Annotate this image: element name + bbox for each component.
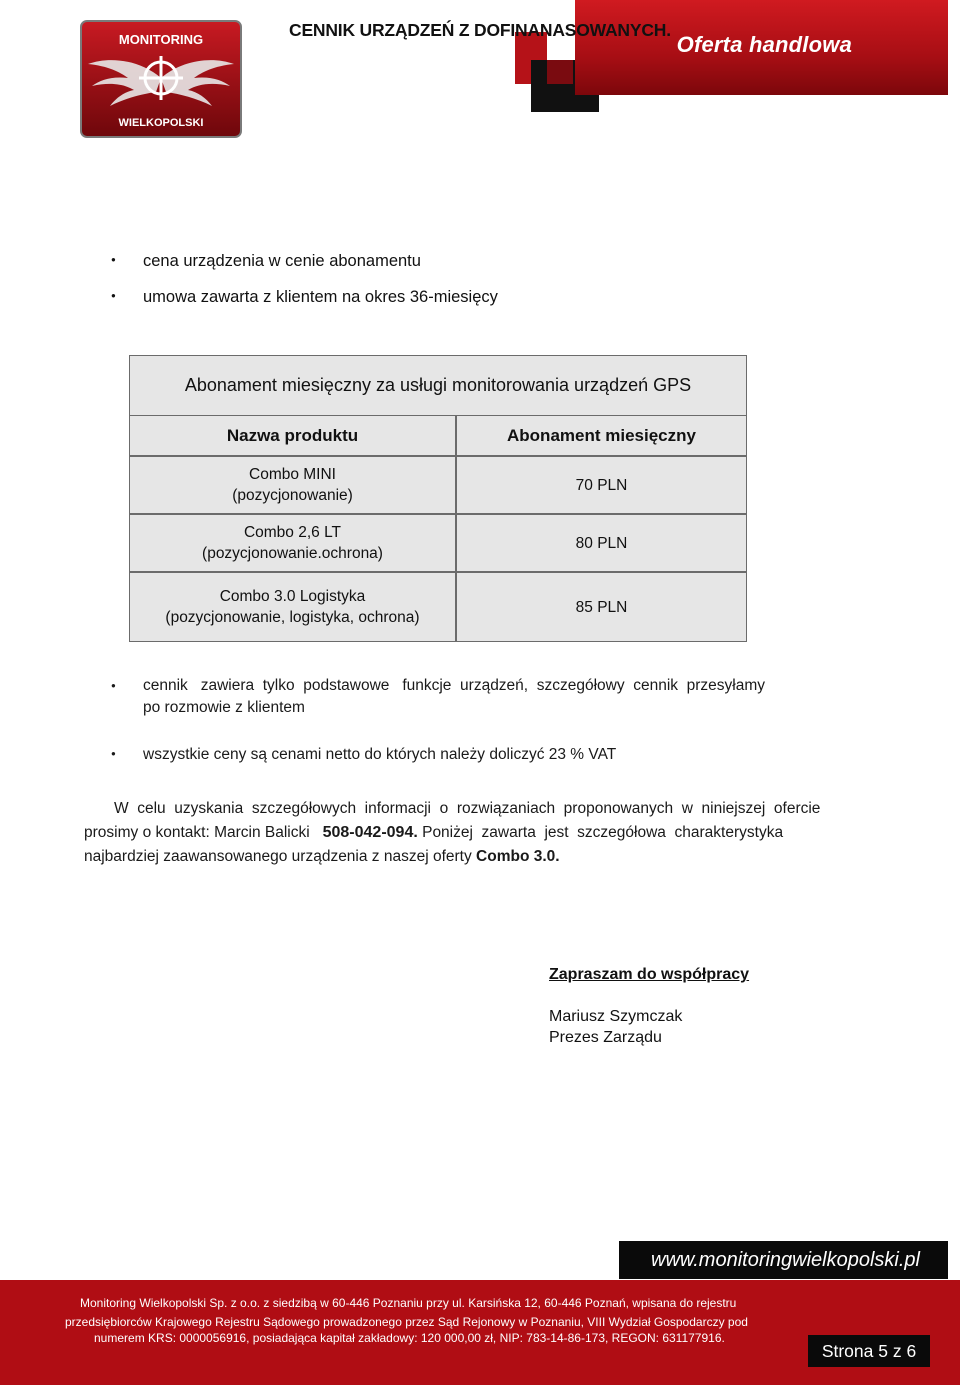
- product-desc: (pozycjonowanie.ochrona): [202, 545, 383, 562]
- bullet-icon: [110, 743, 143, 769]
- table-row-fee: 80 PLN: [575, 534, 628, 552]
- product-desc: (pozycjonowanie, logistyka, ochrona): [165, 609, 420, 626]
- table-row-fee: 70 PLN: [575, 476, 628, 494]
- footer: [0, 1280, 960, 1385]
- product-desc: (pozycjonowanie): [232, 487, 353, 504]
- contact-line: [84, 845, 884, 869]
- product-name: Combo 3.0 Logistyka: [219, 588, 366, 605]
- company-logo: [80, 20, 242, 138]
- contact-paragraph: [84, 797, 884, 869]
- contact-phone: 508-042-094.: [322, 824, 418, 841]
- website-link[interactable]: www.monitoringwielkopolski.pl: [619, 1241, 948, 1279]
- signature-role: Prezes Zarządu: [549, 1029, 662, 1046]
- footer-line: przedsiębiorców Krajowego Rejestru Sądowego prowadzonego przez Sąd Rejonowy w Poznaniu, VIII Wydział Gospodarczy pod: [65, 1315, 748, 1329]
- bullet-text: umowa zawarta z klientem na okres 36-miesięcy: [143, 288, 498, 306]
- signature-name: Mariusz Szymczak: [549, 1008, 683, 1025]
- note-text: cennik zawiera tylko podstawowe funkcje urządzeń, szczegółowy cennik przesyłamy: [143, 677, 765, 694]
- table-row-product: [130, 515, 455, 571]
- footer-line: Monitoring Wielkopolski Sp. z o.o. z siedzibą w 60-446 Poznaniu przy ul. Karsińska 12, 60-446 Poznań, wpisana do rejestru: [80, 1296, 737, 1310]
- contact-line: [84, 821, 884, 845]
- note-text: po rozmowie z klientem: [143, 699, 305, 716]
- logo-bottom-text: WIELKOPOLSKI: [118, 117, 204, 129]
- contact-person: prosimy o kontakt: Marcin Balicki: [84, 824, 310, 841]
- note-text: wszystkie ceny są cenami netto do których należy doliczyć 23 % VAT: [143, 746, 617, 763]
- bullet-text: cena urządzenia w cenie abonamentu: [143, 252, 421, 270]
- product-name: Combo 2,6 LT: [243, 524, 342, 541]
- signature-greeting: Zapraszam do współpracy: [549, 966, 750, 983]
- page-heading: CENNIK URZĄDZEŃ Z DOFINANASOWANYCH.: [289, 20, 671, 40]
- logo-top-text: MONITORING: [118, 32, 204, 47]
- intro-bullet: [110, 288, 498, 307]
- column-header-product: Nazwa produktu: [226, 426, 359, 445]
- table-row-product: [130, 457, 455, 513]
- contact-text: Poniżej zawarta jest szczegółowa charakterystyka: [417, 824, 784, 841]
- bullet-icon: [110, 288, 143, 307]
- table-row-product: [130, 573, 455, 641]
- column-header-fee: Abonament miesięczny: [507, 426, 696, 445]
- page-number: Strona 5 z 6: [808, 1335, 930, 1367]
- note-bullet: [110, 743, 616, 769]
- table-row-fee: 85 PLN: [575, 598, 628, 616]
- product-name: Combo MINI: [249, 466, 336, 483]
- contact-text: najbardziej zaawansowanego urządzenia z naszej oferty: [84, 848, 477, 865]
- bullet-icon: [110, 675, 143, 719]
- table-caption: Abonament miesięczny za usługi monitorowania urządzeń GPS: [130, 356, 746, 416]
- footer-line: numerem KRS: 0000056916, posiadająca kapitał zakładowy: 120 000,00 zł, NIP: 783-14-86-173, REGON: 631177916.: [94, 1331, 725, 1345]
- decor-square-red-small: [547, 60, 573, 84]
- note-bullet: [110, 675, 900, 719]
- contact-product: Combo 3.0.: [476, 848, 560, 865]
- header-title: Oferta handlowa: [676, 32, 852, 57]
- intro-bullet: [110, 252, 421, 271]
- contact-line: W celu uzyskania szczegółowych informacji o rozwiązaniach proponowanych w niniejszej ofercie: [114, 800, 821, 817]
- header-banner: [575, 0, 948, 95]
- price-table: [129, 355, 747, 642]
- bullet-icon: [110, 252, 143, 271]
